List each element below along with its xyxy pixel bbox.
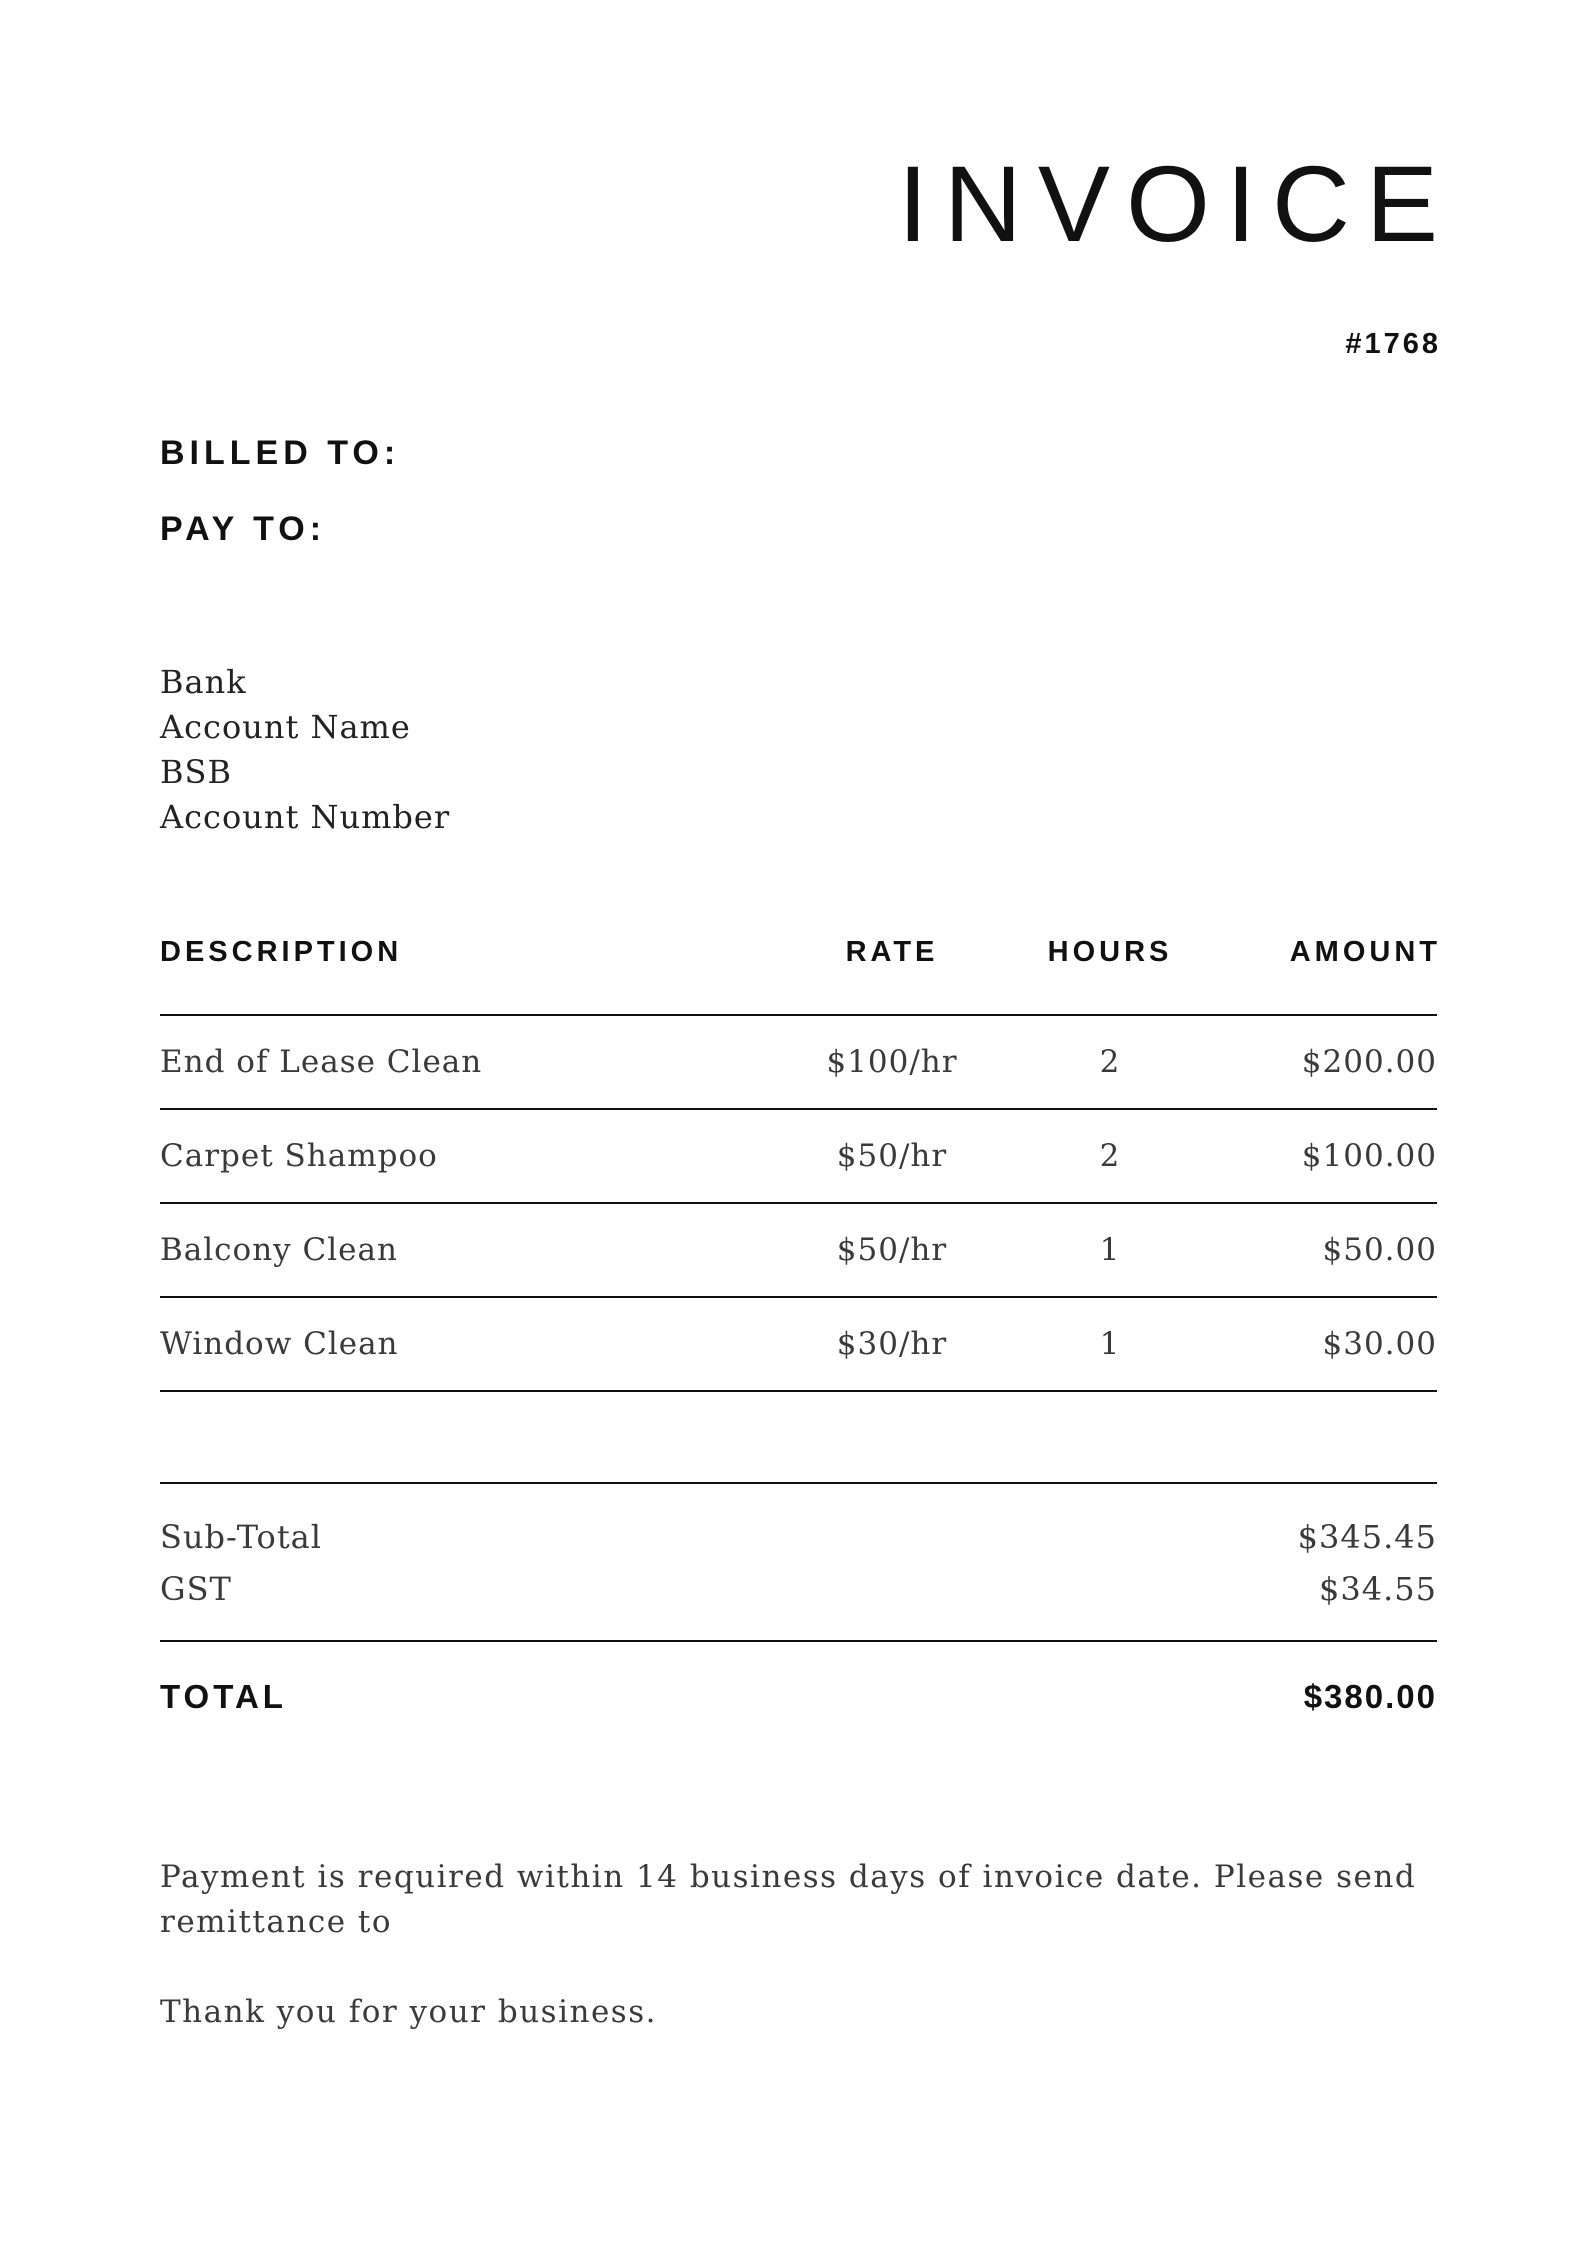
table-row <box>160 1016 1437 1108</box>
account-number-line: Account Number <box>160 798 451 836</box>
subtotal-value: $345.45 <box>1297 1518 1437 1556</box>
item-rate: $100/hr <box>826 1044 958 1080</box>
item-rate: $50/hr <box>836 1232 948 1268</box>
total-value: $380.00 <box>1303 1678 1437 1715</box>
payment-note: Payment is required within 14 business days of invoice date. Please send remittance to <box>160 1859 1417 1940</box>
bank-line: Bank <box>160 663 247 701</box>
column-header-description: DESCRIPTION <box>160 936 403 968</box>
item-hours: 1 <box>1099 1232 1121 1268</box>
item-rate: $30/hr <box>836 1326 948 1362</box>
bsb-line: BSB <box>160 753 232 791</box>
invoice-number: #1768 <box>1345 328 1441 360</box>
column-header-rate: RATE <box>845 936 939 968</box>
thank-you-note: Thank you for your business. <box>160 1994 657 2030</box>
item-amount: $50.00 <box>1322 1232 1437 1268</box>
item-description: Balcony Clean <box>160 1232 398 1268</box>
item-hours: 2 <box>1099 1138 1121 1174</box>
item-amount: $200.00 <box>1301 1044 1437 1080</box>
pay-to-label: PAY TO: <box>160 510 327 548</box>
gst-value: $34.55 <box>1319 1570 1437 1608</box>
table-row <box>160 1204 1437 1296</box>
column-header-amount: AMOUNT <box>1289 936 1441 968</box>
summary-block <box>160 1484 1437 1640</box>
item-hours: 1 <box>1099 1326 1121 1362</box>
billed-to-label: BILLED TO: <box>160 434 401 472</box>
account-name-line: Account Name <box>160 708 411 746</box>
table-row <box>160 1110 1437 1202</box>
total-row <box>160 1642 1437 1732</box>
line-items-table <box>160 930 1441 1732</box>
table-row <box>160 1298 1437 1390</box>
subtotal-label: Sub-Total <box>160 1518 322 1556</box>
invoice-title: INVOICE <box>897 143 1454 264</box>
table-header <box>160 930 1441 1014</box>
item-hours: 2 <box>1099 1044 1121 1080</box>
total-label: TOTAL <box>160 1678 287 1715</box>
gst-label: GST <box>160 1570 232 1608</box>
item-description: Window Clean <box>160 1326 399 1362</box>
item-amount: $100.00 <box>1301 1138 1437 1174</box>
column-header-hours: HOURS <box>1047 936 1173 968</box>
item-amount: $30.00 <box>1322 1326 1437 1362</box>
bank-details <box>160 660 450 840</box>
item-description: Carpet Shampoo <box>160 1138 438 1174</box>
item-rate: $50/hr <box>836 1138 948 1174</box>
item-description: End of Lease Clean <box>160 1044 483 1080</box>
